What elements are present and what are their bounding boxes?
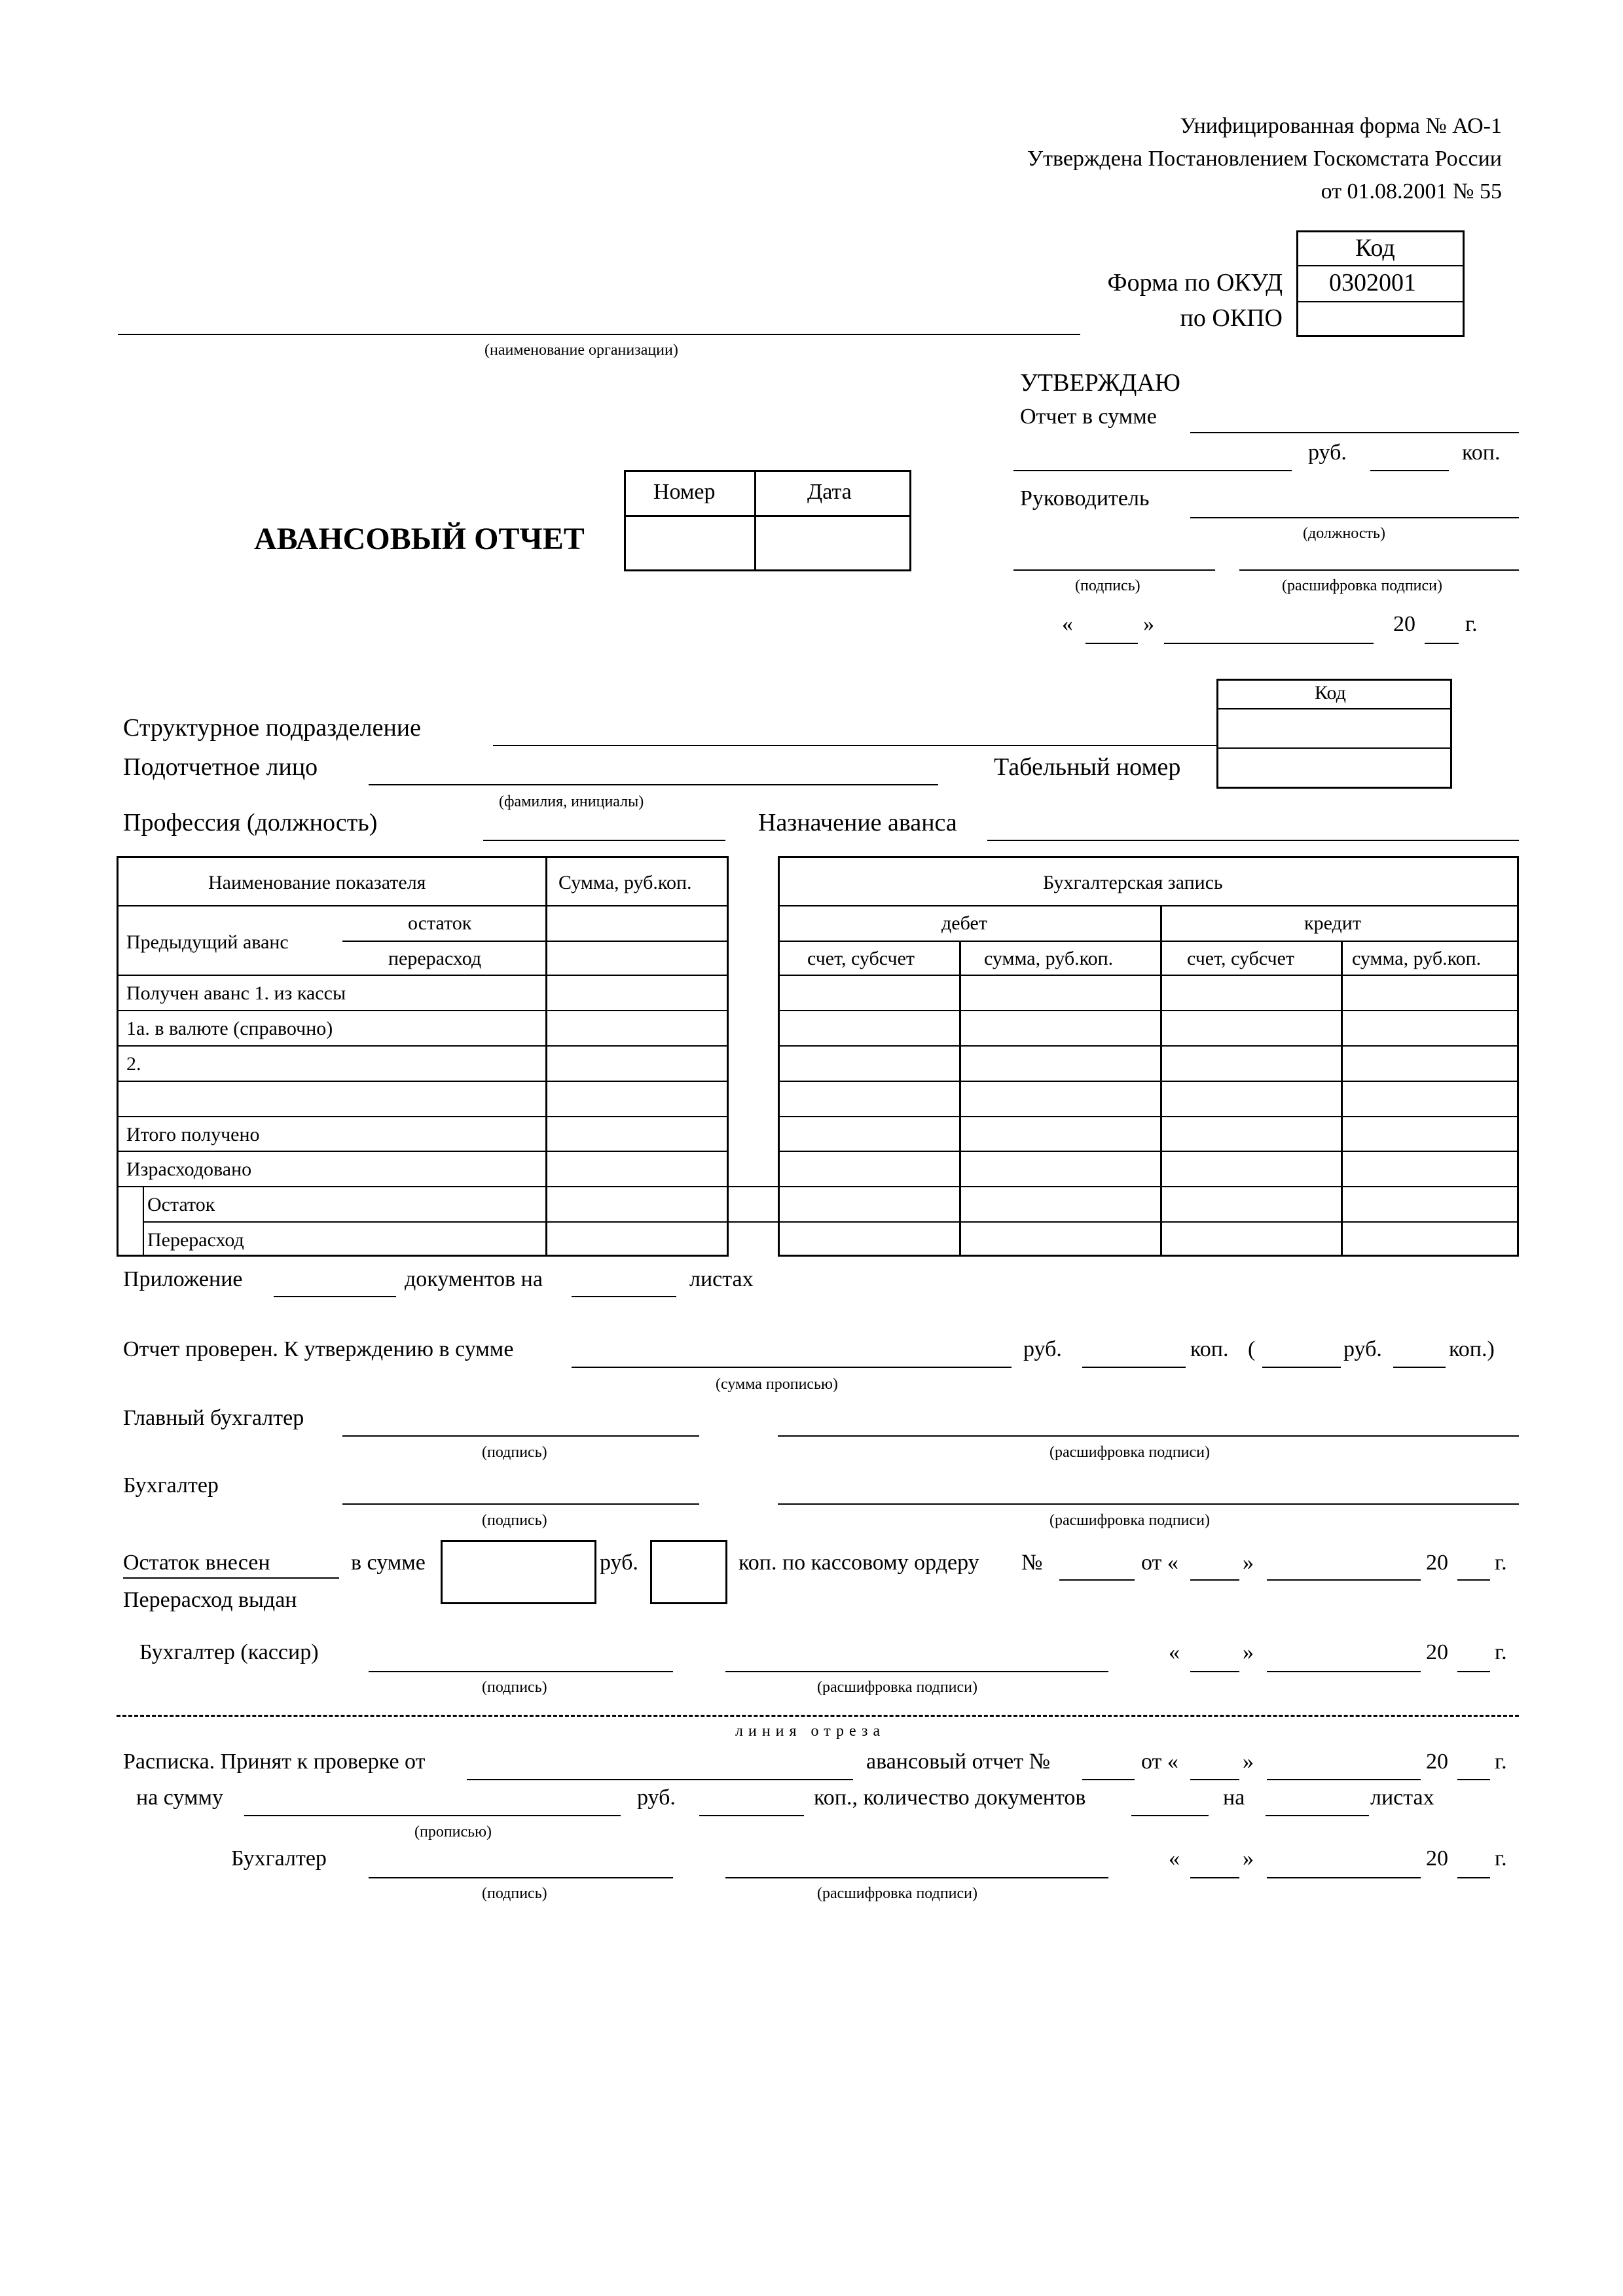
tab-number-label: Табельный номер [994,753,1181,781]
approval-date-line: от 01.08.2001 № 55 [1321,179,1502,204]
debet-header: дебет [941,912,987,934]
attachment-count-field[interactable] [274,1296,396,1297]
receipt-close-quote: » [1243,1749,1254,1774]
balance-deposited-label: Остаток внесен [123,1551,270,1575]
checked-rub-field-2[interactable] [1262,1367,1341,1368]
date-label: Дата [807,480,852,504]
cashier-decoding-field[interactable] [725,1671,1108,1672]
approve-title: УТВЕРЖДАЮ [1020,369,1180,397]
kop-label: коп. [1462,440,1501,465]
person-codes-divider-1 [1216,708,1452,709]
balance-kop-box[interactable] [650,1540,727,1604]
checked-label: Отчет проверен. К утверждению в сумме [123,1337,514,1361]
left-row-line-3 [117,1045,729,1047]
cashier-month-field[interactable] [1267,1671,1421,1672]
accountant-decoding-caption: (расшифровка подписи) [1049,1512,1210,1529]
receipt-sign-year-field[interactable] [1457,1877,1490,1878]
balance-order-label: коп. по кассовому ордеру [739,1551,979,1575]
table-connector-2 [729,1221,778,1223]
receipt-sign-month-field[interactable] [1267,1877,1421,1878]
balance-ot-label: от « [1141,1551,1178,1575]
person-codes-divider-2 [1216,747,1452,749]
right-row-line-h [778,905,1519,906]
okud-label: Форма по ОКУД [1107,269,1283,296]
order-number-field[interactable] [1059,1579,1135,1581]
profession-label: Профессия (должность) [123,809,378,836]
approve-day-field[interactable] [1085,643,1138,644]
table-connector-1 [729,1186,778,1187]
position-caption: (должность) [1303,525,1385,542]
cashier-day-field[interactable] [1190,1671,1239,1672]
cashier-decoding-caption: (расшифровка подписи) [817,1679,977,1696]
cashier-open-quote: « [1169,1640,1180,1664]
advance-table-col-divider [545,856,547,1257]
document-number-field[interactable] [629,518,752,567]
chief-decoding-caption: (расшифровка подписи) [1049,1444,1210,1461]
kredit-header: кредит [1304,912,1361,934]
right-row-line-1 [778,975,1519,976]
balance-year-suffix: г. [1495,1551,1507,1575]
organization-caption: (наименование организации) [484,342,678,359]
accounting-table [778,856,1519,1257]
left-row-line-5 [117,1116,729,1117]
balance-number-sign: № [1021,1551,1043,1575]
cashier-signature-field[interactable] [369,1671,673,1672]
cashier-year-field[interactable] [1457,1671,1490,1672]
decoding-caption: (расшифровка подписи) [1282,577,1442,594]
chief-accountant-label: Главный бухгалтер [123,1406,304,1430]
receipt-signature-caption: (подпись) [482,1885,547,1902]
left-row-line-4 [117,1081,729,1082]
left-col-sum-header: Сумма, руб.коп. [558,872,692,893]
purpose-field[interactable] [987,840,1519,841]
receipt-signature-field[interactable] [369,1877,673,1878]
right-row-line-2 [778,1010,1519,1011]
receipt-on-label: на [1223,1785,1245,1810]
debet-sum-header: сумма, руб.коп. [984,948,1114,969]
receipt-sign-year-suffix: г. [1495,1846,1507,1871]
head-label: Руководитель [1020,486,1150,511]
left-col-indicator-header: Наименование показателя [208,872,426,893]
kredit-account-header: счет, субсчет [1187,948,1294,969]
row-2: 2. [126,1053,141,1075]
number-label: Номер [653,480,716,504]
cashier-label: Бухгалтер (кассир) [139,1640,319,1664]
overspent-issued-label: Перерасход выдан [123,1588,297,1612]
attachment-label: Приложение [123,1267,243,1291]
receipt-year-suffix: г. [1495,1749,1507,1774]
head-position-field[interactable] [1190,517,1519,518]
date-close-quote: » [1143,612,1154,636]
receipt-docs-label: коп., количество документов [814,1785,1086,1810]
accounting-header: Бухгалтерская запись [1043,872,1223,893]
checked-rub-field[interactable] [1082,1367,1186,1368]
document-date-field[interactable] [758,518,907,567]
left-row-line-6 [117,1151,729,1152]
cashier-year-prefix: 20 [1426,1640,1448,1664]
receipt-kop-field[interactable] [699,1815,804,1816]
report-sum-field[interactable] [1190,432,1519,433]
cashier-signature-caption: (подпись) [482,1679,547,1696]
accountant-signature-caption: (подпись) [482,1512,547,1529]
balance-in-sum-label: в сумме [351,1551,426,1575]
receipt-decoding-field[interactable] [725,1877,1108,1878]
checked-kop-label-2: коп.) [1449,1337,1495,1361]
chief-signature-caption: (подпись) [482,1444,547,1461]
debet-account-header: счет, субсчет [807,948,915,969]
receipt-year-field[interactable] [1457,1779,1490,1780]
balance-rub-label: руб. [600,1551,638,1575]
receipt-open-quote: « [1169,1846,1180,1871]
right-row-line-6 [778,1151,1519,1152]
sum-words-caption: (сумма прописью) [716,1376,838,1393]
balance-close-quote: » [1243,1551,1254,1575]
organization-name-field[interactable] [118,334,1080,335]
document-title: АВАНСОВЫЙ ОТЧЕТ [254,522,585,556]
form-code-line: Унифицированная форма № АО-1 [1180,114,1502,138]
codes-header: Код [1355,234,1395,262]
checked-kop-field-2[interactable] [1393,1367,1446,1368]
row-currency: 1а. в валюте (справочно) [126,1018,333,1039]
right-row-line-4 [778,1081,1519,1082]
right-row-line-7 [778,1186,1519,1187]
receipt-ot-label: от « [1141,1749,1178,1774]
head-signature-field[interactable] [1013,569,1215,571]
checked-sum-field[interactable] [572,1367,1012,1368]
approval-line: Утверждена Постановлением Госкомстата России [1027,147,1502,171]
checked-kop-label: коп. [1190,1337,1229,1361]
receipt-sign-day-field[interactable] [1190,1877,1239,1878]
prev-pererashod-label: перерасход [388,948,482,969]
right-col-divider-1 [959,941,961,1257]
row-overspent: Перерасход [147,1229,244,1251]
balance-rub-box[interactable] [441,1540,596,1604]
left-row-line-2 [117,1010,729,1011]
year-suffix: г. [1465,612,1478,636]
right-row-line-3 [778,1045,1519,1047]
chief-signature-field[interactable] [342,1435,699,1437]
receipt-on-sum-label: на сумму [136,1785,224,1810]
accountant-label: Бухгалтер [123,1473,219,1498]
dept-code-field[interactable] [1219,711,1450,746]
balance-underline [123,1577,339,1579]
purpose-label: Назначение аванса [758,809,957,836]
right-col-divider-3 [1341,941,1343,1257]
report-sum-label: Отчет в сумме [1020,404,1157,429]
attachment-sheets-field[interactable] [572,1296,676,1297]
okud-code-field[interactable]: 0302001 [1329,269,1416,296]
receipt-docs-count-field[interactable] [1131,1815,1209,1816]
row-total-received: Итого получено [126,1124,260,1145]
cut-line [117,1715,1519,1717]
accountant-decoding-field[interactable] [778,1503,1519,1505]
tab-number-field[interactable] [1219,750,1450,786]
row-balance: Остаток [147,1194,215,1215]
receipt-accountant-label: Бухгалтер [231,1846,327,1871]
report-sum-field-2[interactable] [1013,470,1292,471]
right-row-line-8 [778,1221,1519,1223]
person-caption: (фамилия, инициалы) [499,793,644,810]
person-codes-header: Код [1315,682,1346,704]
right-row-line-sub [778,941,1519,942]
left-indent-line [143,1186,144,1257]
okpo-label: по ОКПО [1180,304,1283,332]
approve-year-field[interactable] [1425,643,1459,644]
receipt-report-no-label: авансовый отчет № [866,1749,1051,1774]
number-date-divider-v [754,470,756,571]
left-row-line-h [117,905,729,906]
codes-divider-2 [1296,301,1465,302]
left-row-line-1 [117,975,729,976]
sheets-label: листах [689,1267,754,1291]
rub-label: руб. [1308,440,1347,465]
prev-advance-label: Предыдущий аванс [126,931,289,953]
cut-line-label: линия отреза [735,1723,886,1740]
checked-rub-label-2: руб. [1343,1337,1382,1361]
checked-paren-open: ( [1248,1337,1256,1361]
left-row-line-8 [143,1221,729,1223]
chief-decoding-field[interactable] [778,1435,1519,1437]
receipt-from-field[interactable] [467,1779,853,1780]
accountant-signature-field[interactable] [342,1503,699,1505]
number-date-divider-h [624,515,911,517]
row-received-cash: Получен аванс 1. из кассы [126,982,346,1004]
cashier-year-suffix: г. [1495,1640,1507,1664]
order-day-field[interactable] [1190,1579,1239,1581]
approve-month-field[interactable] [1164,643,1374,644]
date-open-quote: « [1062,612,1073,636]
person-field[interactable] [369,784,938,785]
receipt-year-prefix: 20 [1426,1749,1448,1774]
right-col-divider-2 [1160,905,1162,1257]
right-row-line-5 [778,1116,1519,1117]
receipt-sum-field[interactable] [244,1815,621,1816]
receipt-report-no-field[interactable] [1082,1779,1135,1780]
receipt-sheets-field[interactable] [1266,1815,1369,1816]
cashier-close-quote: » [1243,1640,1254,1664]
checked-rub-label: руб. [1023,1337,1062,1361]
okpo-code-field[interactable] [1299,303,1462,334]
signature-caption: (подпись) [1075,577,1140,594]
balance-year-prefix: 20 [1426,1551,1448,1575]
dept-label: Структурное подразделение [123,714,421,742]
docs-on-label: документов на [405,1267,543,1291]
kredit-sum-header: сумма, руб.коп. [1352,948,1482,969]
head-decoding-field[interactable] [1239,569,1519,571]
receipt-words-caption: (прописью) [414,1823,492,1840]
dept-field[interactable] [493,745,1216,746]
receipt-day-field[interactable] [1190,1779,1239,1780]
row-spent: Израсходовано [126,1158,252,1180]
person-label: Подотчетное лицо [123,753,318,781]
receipt-sheets-label: листах [1370,1785,1434,1810]
receipt-label: Расписка. Принят к проверке от [123,1749,426,1774]
prev-ostatok-label: остаток [408,912,472,934]
receipt-decoding-caption: (расшифровка подписи) [817,1885,977,1902]
order-year-field[interactable] [1457,1579,1490,1581]
left-row-line-prev [342,941,729,942]
receipt-sign-close-quote: » [1243,1846,1254,1871]
receipt-sign-year-prefix: 20 [1426,1846,1448,1871]
receipt-rub-label: руб. [637,1785,676,1810]
left-row-line-7 [117,1186,729,1187]
kop-field[interactable] [1370,470,1449,471]
receipt-month-field[interactable] [1267,1779,1421,1780]
codes-divider-1 [1296,265,1465,266]
profession-field[interactable] [483,840,725,841]
year-prefix: 20 [1393,612,1415,636]
order-month-field[interactable] [1267,1579,1421,1581]
